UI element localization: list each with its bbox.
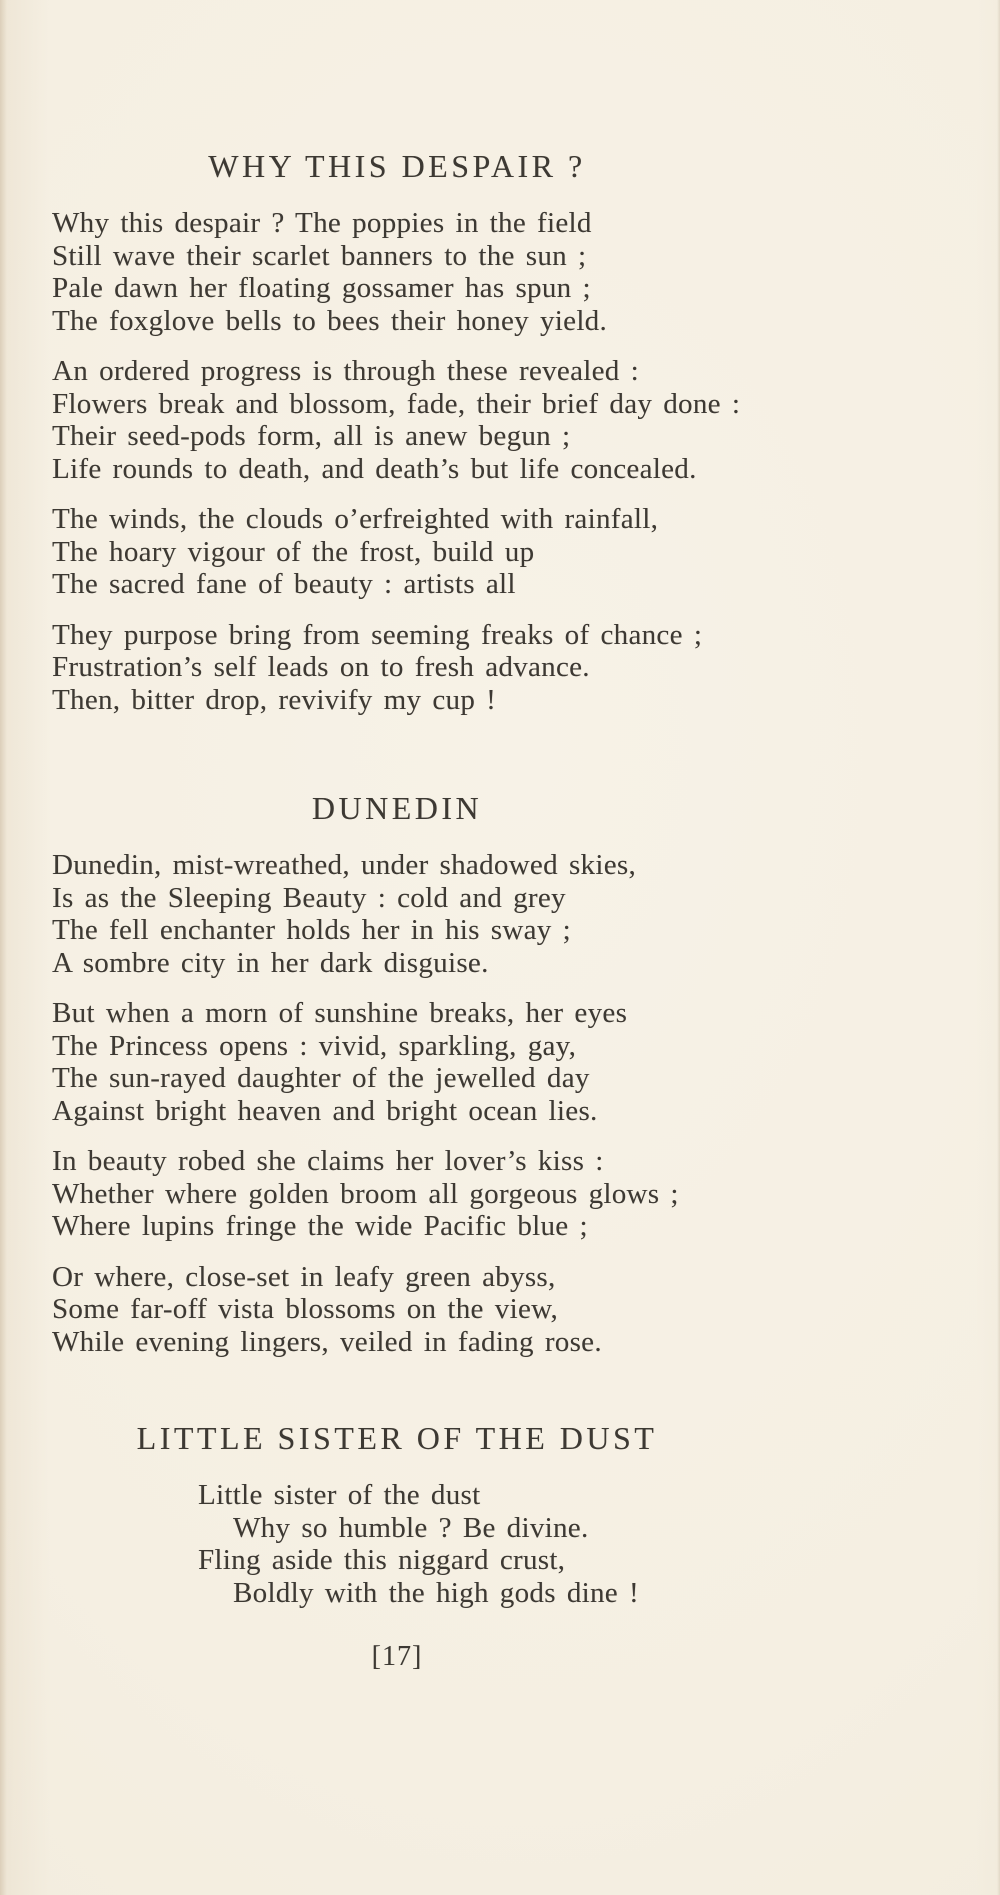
poem-line: Pale dawn her floating gossamer has spun ; — [52, 272, 591, 304]
poem-line: Fling aside this niggard crust, — [198, 1544, 566, 1576]
poem-line: In beauty robed she claims her lover’s kiss : — [52, 1145, 604, 1177]
poem-line: While evening lingers, veiled in fading rose. — [52, 1325, 602, 1358]
poem-line: Some far-off vista blossoms on the view, — [52, 1293, 559, 1325]
poem-line: Still wave their scarlet banners to the sun ; — [52, 239, 587, 272]
poem-line: But when a morn of sunshine breaks, her eyes — [52, 997, 628, 1029]
poems-host — [52, 148, 742, 1627]
stanza — [52, 997, 742, 1127]
poem-line: The winds, the clouds o’erfreighted with rainfall, — [52, 503, 659, 535]
text-column — [52, 148, 742, 1673]
poem — [52, 790, 742, 1376]
poem-title: LITTLE SISTER OF THE DUST — [136, 1420, 658, 1456]
poem-line: The fell enchanter holds her in his sway ; — [52, 914, 571, 946]
poem-line: Their seed-pods form, all is anew begun ; — [52, 420, 571, 452]
poem-line: Boldly with the high gods dine ! — [233, 1576, 639, 1609]
stanza — [52, 1145, 742, 1243]
stanza — [52, 1479, 742, 1609]
stanza — [52, 619, 742, 717]
poem-line: An ordered progress is through these revealed : — [52, 355, 640, 387]
poem-line: They purpose bring from seeming freaks of chance ; — [52, 618, 703, 651]
poem-line: Where lupins fringe the wide Pacific blue ; — [52, 1210, 588, 1242]
poem-line: Flowers break and blossom, fade, their brief day done : — [52, 387, 741, 420]
poem-line: Then, bitter drop, revivify my cup ! — [52, 683, 497, 716]
poem — [52, 148, 742, 734]
page-number: [17] — [371, 1641, 423, 1672]
poem-line: The foxglove bells to bees their honey yield. — [52, 304, 608, 337]
poem-line: Or where, close-set in leafy green abyss, — [52, 1260, 556, 1293]
poem-line: A sombre city in her dark disguise. — [52, 946, 489, 979]
stanza — [52, 503, 742, 601]
poem-line: Why this despair ? The poppies in the field — [52, 207, 592, 239]
poem-line: The hoary vigour of the frost, build up — [52, 535, 535, 568]
stanza — [52, 355, 742, 485]
poem-line: The Princess opens : vivid, sparkling, gay, — [52, 1029, 577, 1062]
stanza — [52, 849, 742, 979]
poem — [52, 1420, 742, 1627]
poem-line: The sacred fane of beauty : artists all — [52, 568, 516, 600]
poem-line: Is as the Sleeping Beauty : cold and grey — [52, 881, 566, 914]
stanza — [52, 207, 742, 337]
poem-line: Dunedin, mist-wreathed, under shadowed skies, — [52, 849, 637, 881]
poem-line: Little sister of the dust — [198, 1479, 481, 1511]
poem-line: Life rounds to death, and death’s but life concealed. — [52, 452, 697, 485]
poem-line: Against bright heaven and bright ocean lies. — [52, 1094, 598, 1127]
poem-line: Why so humble ? Be divine. — [233, 1511, 589, 1544]
poem-title: DUNEDIN — [311, 790, 483, 826]
poem-line: Frustration’s self leads on to fresh advance. — [52, 651, 590, 683]
poem-title: WHY THIS DESPAIR ? — [208, 148, 586, 184]
poem-line: The sun-rayed daughter of the jewelled day — [52, 1062, 590, 1094]
stanza — [52, 1261, 742, 1359]
poem-line: Whether where golden broom all gorgeous glows ; — [52, 1177, 679, 1210]
